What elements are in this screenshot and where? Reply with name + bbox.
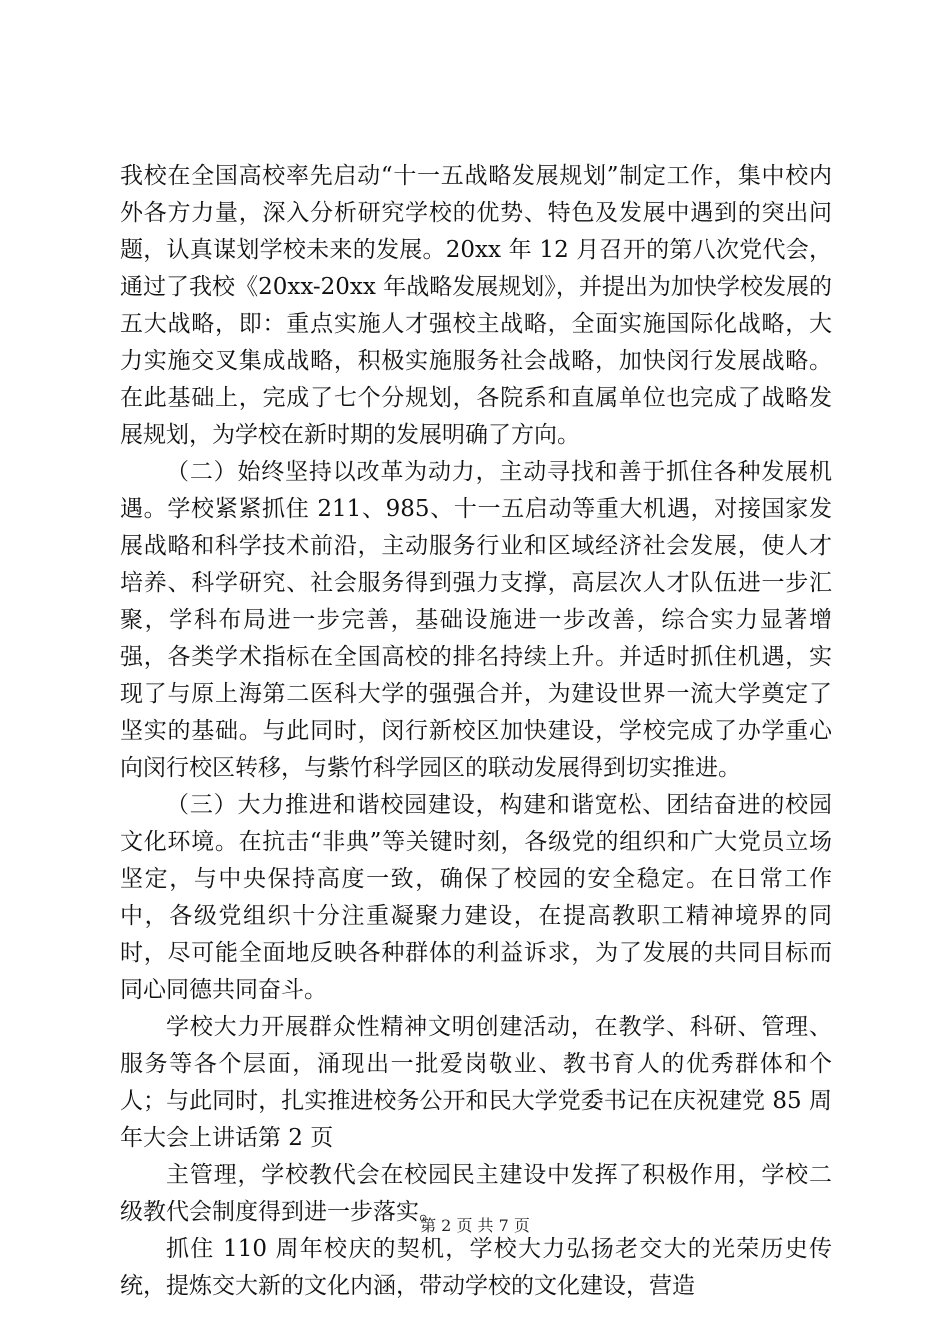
document-body xyxy=(120,158,832,1305)
paragraph-5: 主管理，学校教代会在校园民主建设中发挥了积极作用，学校二级教代会制度得到进一步落实。 xyxy=(120,1162,832,1225)
paragraph-6: 抓住 110 周年校庆的契机，学校大力弘扬老交大的光荣历史传统，提炼交大新的文化内涵，带动学校的文化建设，营造 xyxy=(120,1236,832,1299)
page-footer: 第 2 页 共 7 页 xyxy=(420,1216,530,1235)
paragraph-4: 学校大力开展群众性精神文明创建活动，在教学、科研、管理、服务等各个层面，涌现出一批爱岗敬业、教书育人的优秀群体和个人；与此同时，扎实推进校务公开和民大学党委书记在庆祝建党 85 周年大会上讲话第 2 页 xyxy=(120,1014,832,1151)
paragraph-2: （二）始终坚持以改革为动力，主动寻找和善于抓住各种发展机遇。学校紧紧抓住 211、985、十一五启动等重大机遇，对接国家发展战略和科学技术前沿，主动服务行业和区域经济社会发展，使人才培养、科学研究、社会服务得到强力支撑，高层次人才队伍进一步汇聚，学科布局进一步完善，基础设施进一步改善，综合实力显著增强，各类学术指标在全国高校的排名持续上升。并适时抓住机遇，实现了与原上海第二医科大学的强强合并，为建设世界一流大学奠定了坚实的基础。与此同时，闵行新校区加快建设，学校完成了办学重心向闵行校区转移，与紫竹科学园区的联动发展得到切实推进。 xyxy=(120,459,832,781)
paragraph-3: （三）大力推进和谐校园建设，构建和谐宽松、团结奋进的校园文化环境。在抗击“非典”等关键时刻，各级党的组织和广大党员立场坚定，与中央保持高度一致，确保了校园的安全稳定。在日常工作中，各级党组织十分注重凝聚力建设，在提高教职工精神境界的同时，尽可能全面地反映各种群体的利益诉求，为了发展的共同目标而同心同德共同奋斗。 xyxy=(120,792,832,1003)
paragraph-1: 我校在全国高校率先启动“十一五战略发展规划”制定工作，集中校内外各方力量，深入分析研究学校的优势、特色及发展中遇到的突出问题，认真谋划学校未来的发展。20xx 年 12 月召开的第八次党代会，通过了我校《20xx-20xx 年战略发展规划》，并提出为加快学校发展的五大战略，即：重点实施人才强校主战略，全面实施国际化战略，大力实施交叉集成战略，积极实施服务社会战略，加快闵行发展战略。在此基础上，完成了七个分规划，各院系和直属单位也完成了战略发展规划，为学校在新时期的发展明确了方向。 xyxy=(120,163,832,448)
